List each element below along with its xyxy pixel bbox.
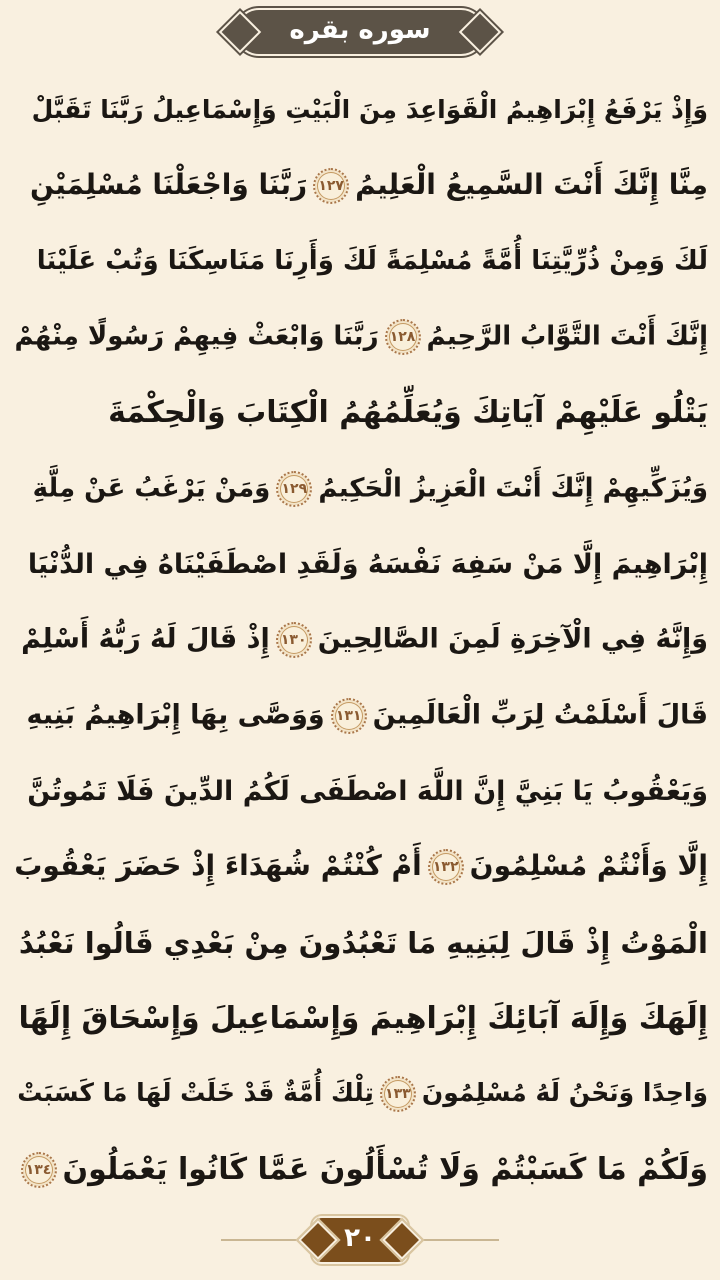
- quran-text-segment: تِلْكَ أُمَّةٌ قَدْ خَلَتْ لَهَا مَا كَسَبَتْ: [17, 1078, 374, 1108]
- ayah-end-marker: ١٣٠: [276, 622, 312, 658]
- ayah-end-marker: ١٣٢: [428, 849, 464, 885]
- quran-text-segment: وَاحِدًا وَنَحْنُ لَهُ مُسْلِمُونَ: [421, 1078, 708, 1108]
- quran-text-segment: وَيَعْقُوبُ يَا بَنِيَّ إِنَّ اللَّهَ اصْطَفَى لَكُمُ الدِّينَ فَلَا تَمُوتُنَّ: [27, 775, 708, 807]
- quran-line: [12, 526, 708, 602]
- quran-lines: [12, 72, 708, 1208]
- ayah-end-marker: ١٢٧: [313, 168, 349, 204]
- quran-text-segment: إِنَّكَ أَنْتَ التَّوَّابُ الرَّحِيمُ: [426, 321, 708, 352]
- quran-text-segment: وَإِذْ يَرْفَعُ إِبْرَاهِيمُ الْقَوَاعِدَ مِنَ الْبَيْتِ وَإِسْمَاعِيلُ رَبَّنَا تَقَبَّلْ: [31, 95, 708, 125]
- quran-text-segment: رَبَّنَا وَابْعَثْ فِيهِمْ رَسُولًا مِنْهُمْ: [14, 321, 379, 352]
- page-number: ٢٠: [344, 1223, 376, 1253]
- quran-line: [12, 1132, 708, 1208]
- quran-text-segment: وَلَكُمْ مَا كَسَبْتُمْ وَلَا تُسْأَلُونَ عَمَّا كَانُوا يَعْمَلُونَ: [62, 1151, 708, 1187]
- ayah-end-marker: ١٢٨: [385, 319, 421, 355]
- quran-line: [12, 1057, 708, 1133]
- quran-line: [12, 829, 708, 905]
- quran-text-segment: لَكَ وَمِنْ ذُرِّيَّتِنَا أُمَّةً مُسْلِمَةً لَكَ وَأَرِنَا مَنَاسِكَنَا وَتُبْ عَلَيْنَا: [36, 246, 708, 277]
- quran-text-segment: قَالَ أَسْلَمْتُ لِرَبِّ الْعَالَمِينَ: [372, 699, 708, 731]
- quran-line: [12, 602, 708, 678]
- quran-text-segment: إِلَهَكَ وَإِلَهَ آبَائِكَ إِبْرَاهِيمَ وَإِسْمَاعِيلَ وَإِسْحَاقَ إِلَهًا: [18, 1001, 708, 1037]
- quran-line: [12, 299, 708, 375]
- quran-line: [12, 905, 708, 981]
- quran-line: [12, 223, 708, 299]
- quran-text-segment: وَإِنَّهُ فِي الْآخِرَةِ لَمِنَ الصَّالِحِينَ: [317, 623, 708, 655]
- quran-text-segment: الْمَوْتُ إِذْ قَالَ لِبَنِيهِ مَا تَعْبُدُونَ مِنْ بَعْدِي قَالُوا نَعْبُدُ: [18, 925, 708, 960]
- surah-title-badge[interactable]: [235, 8, 485, 56]
- page-number-badge[interactable]: [312, 1216, 408, 1264]
- quran-text-segment: أَمْ كُنْتُمْ شُهَدَاءَ إِذْ حَضَرَ يَعْقُوبَ: [14, 849, 422, 883]
- quran-line: [12, 754, 708, 830]
- quran-line: [12, 981, 708, 1057]
- ayah-end-marker: ١٢٩: [276, 471, 312, 507]
- ayah-end-marker: ١٣١: [331, 698, 367, 734]
- quran-text-segment: إِبْرَاهِيمَ إِلَّا مَنْ سَفِهَ نَفْسَهُ وَلَقَدِ اصْطَفَيْنَاهُ فِي الدُّنْيَا: [27, 548, 708, 580]
- ayah-end-marker: ١٣٤: [21, 1152, 57, 1188]
- quran-text-segment: وَوَصَّى بِهَا إِبْرَاهِيمُ بَنِيهِ: [26, 699, 325, 731]
- quran-line: [12, 451, 708, 527]
- quran-line: [12, 72, 708, 148]
- quran-text-segment: رَبَّنَا وَاجْعَلْنَا مُسْلِمَيْنِ: [30, 167, 308, 201]
- quran-text-segment: وَمَنْ يَرْغَبُ عَنْ مِلَّةِ: [32, 473, 271, 504]
- quran-line: [12, 375, 708, 451]
- quran-text-segment: يَتْلُو عَلَيْهِمْ آيَاتِكَ وَيُعَلِّمُهُمُ الْكِتَابَ وَالْحِكْمَةَ: [108, 395, 708, 431]
- quran-line: [12, 678, 708, 754]
- header: [0, 8, 720, 56]
- ayah-end-marker: ١٣٣: [380, 1076, 416, 1112]
- quran-text-segment: وَيُزَكِّيهِمْ إِنَّكَ أَنْتَ الْعَزِيزُ الْحَكِيمُ: [318, 473, 708, 504]
- quran-text-segment: إِلَّا وَأَنْتُمْ مُسْلِمُونَ: [469, 849, 708, 883]
- footer: [0, 1212, 720, 1268]
- quran-text-segment: مِنَّا إِنَّكَ أَنْتَ السَّمِيعُ الْعَلِيمُ: [355, 167, 708, 201]
- quran-text-segment: إِذْ قَالَ لَهُ رَبُّهُ أَسْلِمْ: [21, 623, 270, 655]
- quran-line: [12, 148, 708, 224]
- surah-title: سوره بقره: [289, 15, 431, 45]
